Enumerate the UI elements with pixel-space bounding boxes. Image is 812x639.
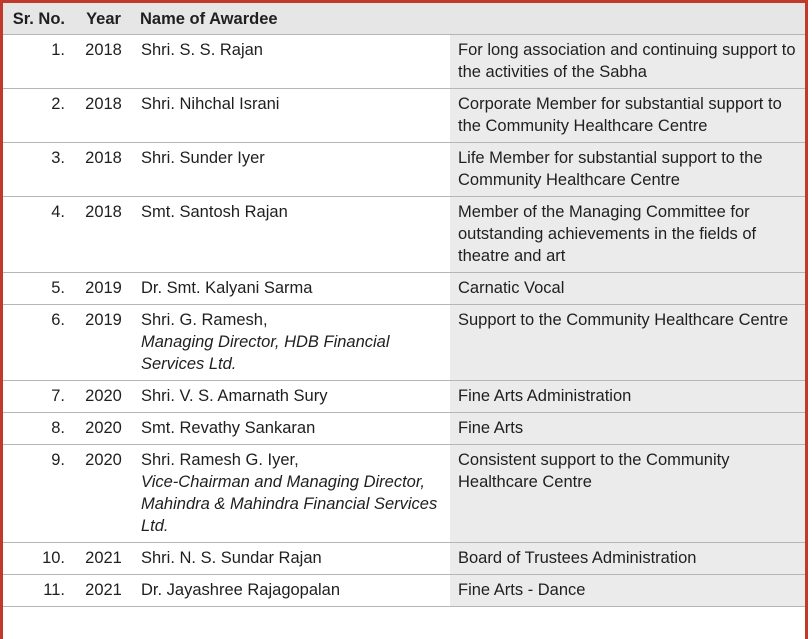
table-row <box>3 143 805 197</box>
cell-name <box>134 543 450 575</box>
cell-description: Corporate Member for substantial support to the Community Healthcare Centre <box>450 89 805 143</box>
cell-year: 2018 <box>73 143 134 197</box>
cell-year: 2020 <box>73 413 134 445</box>
cell-year: 2019 <box>73 273 134 305</box>
cell-year: 2020 <box>73 381 134 413</box>
cell-name <box>134 273 450 305</box>
awardee-name: Shri. Ramesh G. Iyer, <box>141 451 299 469</box>
cell-year: 2021 <box>73 543 134 575</box>
table-row <box>3 575 805 607</box>
table-row <box>3 543 805 575</box>
awardee-name: Smt. Santosh Rajan <box>141 203 288 221</box>
cell-name <box>134 305 450 381</box>
cell-sr-no: 10. <box>3 543 73 575</box>
awardee-name: Shri. V. S. Amarnath Sury <box>141 387 328 405</box>
cell-year: 2018 <box>73 89 134 143</box>
cell-year: 2020 <box>73 445 134 543</box>
cell-sr-no: 9. <box>3 445 73 543</box>
cell-description: Fine Arts Administration <box>450 381 805 413</box>
header-name: Name of Awardee <box>134 3 450 35</box>
cell-description: Carnatic Vocal <box>450 273 805 305</box>
table-row <box>3 35 805 89</box>
cell-description: Support to the Community Healthcare Centre <box>450 305 805 381</box>
awardee-name: Shri. Sunder Iyer <box>141 149 265 167</box>
awardee-name: Smt. Revathy Sankaran <box>141 419 316 437</box>
cell-year: 2018 <box>73 35 134 89</box>
table-row <box>3 273 805 305</box>
cell-description: Consistent support to the Community Healthcare Centre <box>450 445 805 543</box>
table-row <box>3 445 805 543</box>
cell-year: 2021 <box>73 575 134 607</box>
cell-sr-no: 2. <box>3 89 73 143</box>
cell-name <box>134 445 450 543</box>
awardee-name: Dr. Jayashree Rajagopalan <box>141 581 341 599</box>
table-row <box>3 381 805 413</box>
cell-year: 2019 <box>73 305 134 381</box>
cell-year: 2018 <box>73 197 134 273</box>
cell-description: For long association and continuing support to the activities of the Sabha <box>450 35 805 89</box>
awardee-title: Managing Director, HDB Financial Services Ltd. <box>141 333 390 373</box>
cell-sr-no: 4. <box>3 197 73 273</box>
table-row <box>3 197 805 273</box>
header-sr-no: Sr. No. <box>3 3 73 35</box>
header-description <box>450 3 805 35</box>
awardee-name: Shri. G. Ramesh, <box>141 311 268 329</box>
cell-name <box>134 575 450 607</box>
header-year: Year <box>73 3 134 35</box>
cell-name <box>134 35 450 89</box>
cell-description: Life Member for substantial support to the Community Healthcare Centre <box>450 143 805 197</box>
cell-sr-no: 1. <box>3 35 73 89</box>
cell-description: Fine Arts <box>450 413 805 445</box>
awardee-name: Shri. S. S. Rajan <box>141 41 263 59</box>
cell-name <box>134 197 450 273</box>
cell-sr-no: 8. <box>3 413 73 445</box>
table-row <box>3 413 805 445</box>
cell-name <box>134 89 450 143</box>
cell-sr-no: 11. <box>3 575 73 607</box>
cell-sr-no: 5. <box>3 273 73 305</box>
table-header-row <box>3 3 805 35</box>
cell-name <box>134 143 450 197</box>
cell-sr-no: 3. <box>3 143 73 197</box>
cell-description: Member of the Managing Committee for outstanding achievements in the fields of theatre and art <box>450 197 805 273</box>
awardees-table <box>3 3 805 607</box>
table-row <box>3 305 805 381</box>
awardee-name: Shri. Nihchal Israni <box>141 95 280 113</box>
cell-name <box>134 413 450 445</box>
cell-description: Fine Arts - Dance <box>450 575 805 607</box>
cell-sr-no: 6. <box>3 305 73 381</box>
cell-sr-no: 7. <box>3 381 73 413</box>
awardee-title: Vice-Chairman and Managing Director, Mahindra & Mahindra Financial Services Ltd. <box>141 473 438 535</box>
cell-name <box>134 381 450 413</box>
cell-description: Board of Trustees Administration <box>450 543 805 575</box>
awardee-name: Shri. N. S. Sundar Rajan <box>141 549 322 567</box>
awardee-name: Dr. Smt. Kalyani Sarma <box>141 279 313 297</box>
table-row <box>3 89 805 143</box>
